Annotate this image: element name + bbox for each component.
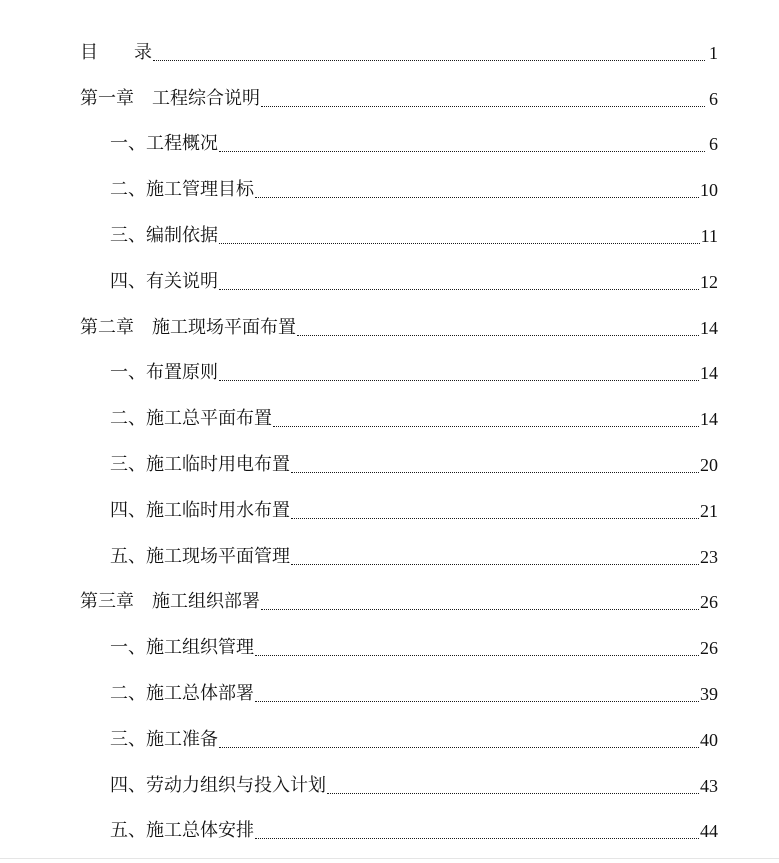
toc-page-number: 44 bbox=[700, 821, 718, 842]
toc-chapter-2[interactable] bbox=[0, 305, 779, 351]
toc-title: 目 录 bbox=[80, 41, 152, 63]
toc-leader-dots bbox=[291, 518, 699, 519]
toc-section-2-2[interactable] bbox=[0, 396, 779, 442]
toc-page-number: 26 bbox=[700, 592, 718, 613]
toc-entry-text: 第二章 施工现场平面布置 bbox=[80, 316, 296, 338]
toc-section-3-5[interactable] bbox=[0, 809, 779, 855]
toc-section-1-1[interactable] bbox=[0, 122, 779, 168]
toc-entry-text: 五、施工总体安排 bbox=[110, 820, 254, 842]
toc-leader-dots bbox=[297, 335, 699, 336]
toc-entry-text: 四、劳动力组织与投入计划 bbox=[110, 774, 326, 796]
toc-leader-dots bbox=[255, 838, 699, 839]
table-of-contents bbox=[0, 30, 779, 854]
toc-leader-dots bbox=[291, 472, 699, 473]
toc-chapter-3[interactable] bbox=[0, 580, 779, 626]
toc-leader-dots bbox=[261, 609, 699, 610]
toc-leader-dots bbox=[255, 197, 699, 198]
toc-entry-text: 一、工程概况 bbox=[110, 133, 218, 155]
toc-entry-text: 一、布置原则 bbox=[110, 362, 218, 384]
toc-leader-dots bbox=[291, 564, 699, 565]
toc-section-2-3[interactable] bbox=[0, 442, 779, 488]
toc-page-number: 40 bbox=[700, 729, 718, 750]
toc-entry-text: 四、施工临时用水布置 bbox=[110, 499, 290, 521]
toc-entry-text: 二、施工总体部署 bbox=[110, 683, 254, 705]
toc-page-number: 43 bbox=[700, 775, 718, 796]
toc-title-line bbox=[0, 30, 779, 76]
toc-chapter-1[interactable] bbox=[0, 76, 779, 122]
toc-page-number: 11 bbox=[700, 226, 718, 247]
toc-entry-text: 五、施工现场平面管理 bbox=[110, 545, 290, 567]
toc-page-number: 14 bbox=[700, 363, 718, 384]
page-bottom-divider bbox=[0, 858, 779, 859]
toc-section-2-5[interactable] bbox=[0, 534, 779, 580]
toc-section-1-2[interactable] bbox=[0, 167, 779, 213]
toc-section-3-4[interactable] bbox=[0, 763, 779, 809]
toc-entry-text: 二、施工管理目标 bbox=[110, 179, 254, 201]
toc-section-3-2[interactable] bbox=[0, 671, 779, 717]
toc-page-number: 6 bbox=[709, 88, 718, 109]
toc-section-3-1[interactable] bbox=[0, 625, 779, 671]
toc-page-number: 6 bbox=[709, 134, 718, 155]
toc-entry-text: 三、编制依据 bbox=[110, 225, 218, 247]
toc-entry-text: 二、施工总平面布置 bbox=[110, 408, 272, 430]
toc-entry-text: 第三章 施工组织部署 bbox=[80, 591, 260, 613]
toc-leader-dots bbox=[261, 106, 705, 107]
toc-leader-dots bbox=[219, 747, 699, 748]
toc-entry-text: 四、有关说明 bbox=[110, 270, 218, 292]
toc-leader-dots bbox=[219, 380, 699, 381]
toc-leader-dots bbox=[153, 60, 705, 61]
toc-page-number: 14 bbox=[700, 317, 718, 338]
toc-leader-dots bbox=[219, 151, 705, 152]
toc-leader-dots bbox=[255, 655, 699, 656]
toc-page-number: 1 bbox=[709, 42, 718, 63]
toc-entry-text: 一、施工组织管理 bbox=[110, 637, 254, 659]
toc-leader-dots bbox=[219, 243, 700, 244]
toc-leader-dots bbox=[273, 426, 699, 427]
toc-page-number: 10 bbox=[700, 180, 718, 201]
toc-leader-dots bbox=[219, 289, 699, 290]
toc-section-1-3[interactable] bbox=[0, 213, 779, 259]
toc-page-number: 23 bbox=[700, 546, 718, 567]
toc-page-number: 12 bbox=[700, 271, 718, 292]
toc-entry-text: 第一章 工程综合说明 bbox=[80, 87, 260, 109]
toc-page-number: 39 bbox=[700, 684, 718, 705]
toc-page-number: 14 bbox=[700, 409, 718, 430]
toc-section-1-4[interactable] bbox=[0, 259, 779, 305]
toc-leader-dots bbox=[255, 701, 699, 702]
toc-section-2-4[interactable] bbox=[0, 488, 779, 534]
toc-section-2-1[interactable] bbox=[0, 351, 779, 397]
toc-entry-text: 三、施工临时用电布置 bbox=[110, 454, 290, 476]
toc-page-number: 26 bbox=[700, 638, 718, 659]
toc-leader-dots bbox=[327, 793, 699, 794]
toc-page-number: 21 bbox=[700, 500, 718, 521]
toc-section-3-3[interactable] bbox=[0, 717, 779, 763]
toc-entry-text: 三、施工准备 bbox=[110, 728, 218, 750]
toc-page-number: 20 bbox=[700, 455, 718, 476]
